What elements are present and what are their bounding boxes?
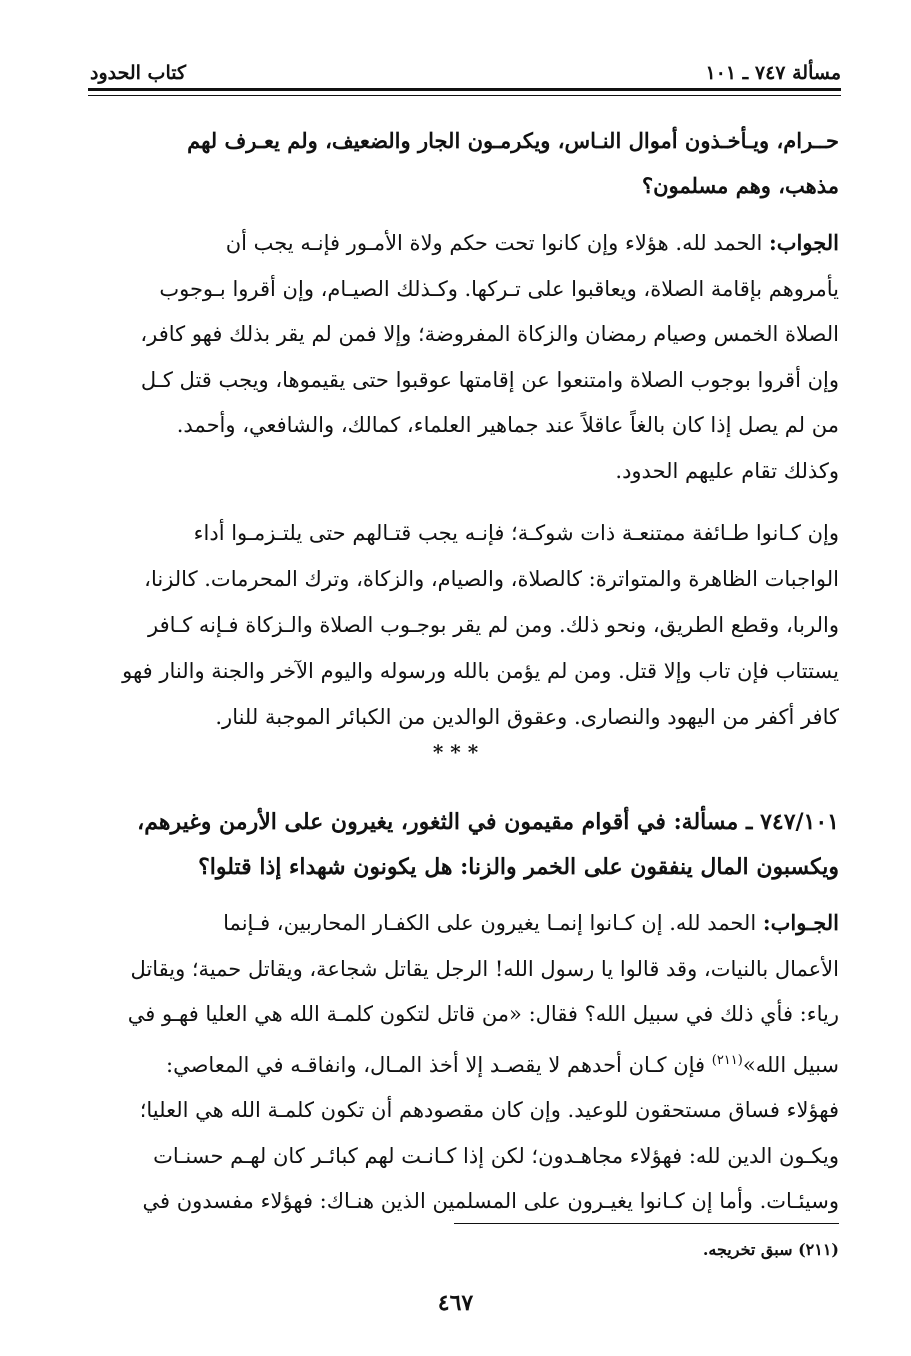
answer-1-line-1 xyxy=(90,220,839,267)
answer-747-lead: الجـواب: xyxy=(762,910,839,935)
answer-1-line-6: وكذلك تقام عليهم الحدود. xyxy=(615,458,839,483)
answer-1-line-4: وإن أقروا بوجوب الصلاة وامتنعوا عن إقامتها عوقبوا حتى يقيموها، ويجب قتل كـل xyxy=(140,367,839,392)
header-rule-thick xyxy=(88,88,841,91)
hadith-end: سبيل الله» xyxy=(742,1052,839,1077)
answer-paragraph-1 xyxy=(90,220,839,494)
question-continuation xyxy=(90,118,839,208)
footnote-rule xyxy=(454,1223,839,1224)
answer-1-line-2: يأمروهم بإقامة الصلاة، ويعاقبوا على تـركها. وكـذلك الصيـام، وإن أقروا بـوجوب xyxy=(159,276,839,301)
answer-1-line-5: من لم يصل إذا كان بالغاً عاقلاً عند جماهير العلماء، كمالك، والشافعي، وأحمد. xyxy=(176,413,839,437)
question-747 xyxy=(90,800,839,890)
answer-1-line-1-text: الحمد لله. هؤلاء وإن كانوا تحت حكم ولاة الأمـور فإنـه يجب أن xyxy=(225,231,769,255)
paragraph-2-line-2: الواجبات الظاهرة والمتواترة: كالصلاة، والصيام، والزكاة، وترك المحرمات. كالزنا، xyxy=(144,567,839,591)
answer-lead: الجواب: xyxy=(769,230,839,255)
question-line-1: حــرام، ويـأخـذون أموال النـاس، ويكرمـون الجار والضعيف، ولم يعـرف لهم xyxy=(187,128,839,153)
answer-747-line-3: رياء: فأي ذلك في سبيل الله؟ فقال: «من قاتل لتكون كلمـة الله هي العليا فهـو في xyxy=(127,1002,839,1026)
paragraph-2-line-4: يستتاب فإن تاب وإلا قتل. ومن لم يؤمن بالله ورسوله واليوم الآخر والجنة والنار فهو xyxy=(122,659,839,683)
header-book-title: كتاب الحدود xyxy=(90,62,187,84)
question-747-line-2: ويكسبون المال ينفقون على الخمر والزنا: هل يكونون شهداء إذا قتلوا؟ xyxy=(198,854,839,880)
answer-747-line-6: ويكـون الدين لله: فهؤلاء مجاهـدون؛ لكن إذا كـانـت لهم كبائـر كان لهـم حسنـات xyxy=(153,1143,839,1168)
footnote-reference[interactable]: (٢١١) xyxy=(711,1052,743,1068)
answer-747-line-5: فهؤلاء فساق مستحقون للوعيد. وإن كان مقصودهم أن تكون كلمـة الله هي العليا؛ xyxy=(139,1098,839,1122)
paragraph-2 xyxy=(90,510,839,740)
answer-747-line-7: وسيئـات. وأما إن كـانوا يغيـرون على المسلمين الذين هنـاك: فهؤلاء مفسدون في xyxy=(142,1189,839,1213)
header-rule-thin xyxy=(88,95,841,96)
answer-1-line-3: الصلاة الخمس وصيام رمضان والزكاة المفروضة؛ وإلا فمن لم يقر بذلك فهو كافر، xyxy=(140,322,839,346)
paragraph-2-line-1: وإن كـانوا طـائفة ممتنعـة ذات شوكـة؛ فإنـه يجب قتـالهم حتى يلتـزمـوا أداء xyxy=(193,521,839,545)
running-header xyxy=(90,50,841,84)
answer-747-line-4-text: فإن كـان أحدهم لا يقصـد إلا أخذ المـال، وانفاقـه في المعاصي: xyxy=(166,1052,712,1077)
footnote: (٢١١) سبق تخريجه. xyxy=(702,1240,839,1259)
page-number: ٤٦٧ xyxy=(437,1290,474,1316)
answer-747-line-2: الأعمال بالنيات، وقد قالوا يا رسول الله! الرجل يقاتل شجاعة، ويقاتل حمية؛ ويقاتل xyxy=(130,956,839,981)
question-line-2: مذهب، وهم مسلمون؟ xyxy=(641,173,839,198)
answer-747-line-1 xyxy=(90,900,839,947)
header-section-title: مسألة ٧٤٧ ـ ١٠١ xyxy=(705,62,841,84)
answer-747-line-4 xyxy=(90,1038,839,1089)
section-separator: * * * xyxy=(432,740,479,764)
answer-747-line-1-text: الحمد لله. إن كـانوا إنمـا يغيرون على الكفـار المحاربين، فـإنما xyxy=(223,911,763,935)
question-747-line-1: ٧٤٧/١٠١ ـ مسألة: في أقوام مقيمون في الثغور، يغيرون على الأرمن وغيرهم، xyxy=(137,809,839,835)
answer-747 xyxy=(90,900,839,1225)
paragraph-2-line-3: والربا، وقطع الطريق، ونحو ذلك. ومن لم يقر بوجـوب الصلاة والـزكاة فـإنه كـافر xyxy=(148,613,839,637)
paragraph-2-line-5: كافر أكفر من اليهود والنصارى. وعقوق الوالدين من الكبائر الموجبة للنار. xyxy=(215,705,839,729)
